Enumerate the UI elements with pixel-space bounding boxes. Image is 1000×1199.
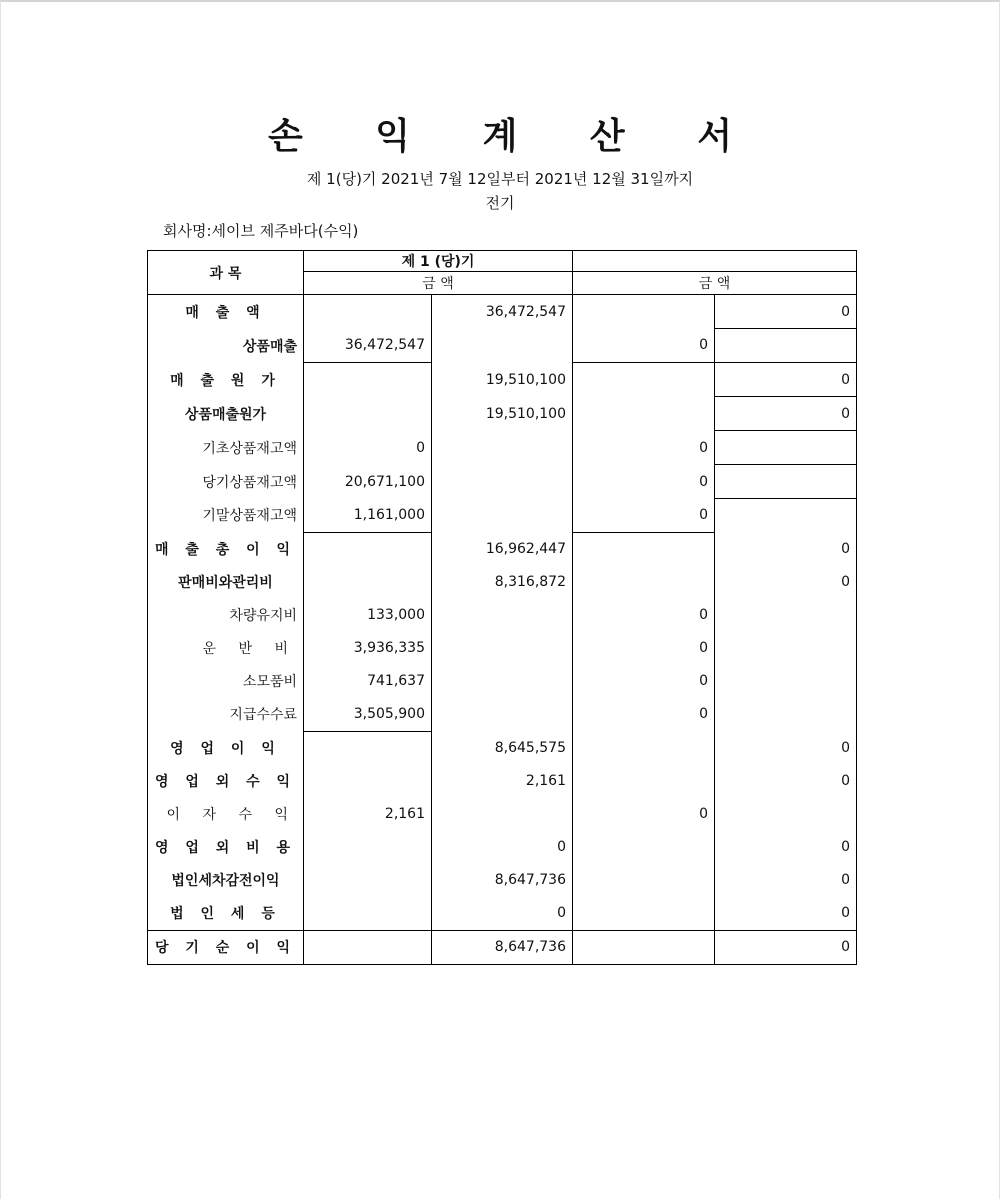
current-total-amount: 8,316,872: [432, 566, 573, 599]
current-total-amount: [432, 599, 573, 632]
account-label: 매 출 총 이 익: [148, 532, 304, 566]
previous-total-amount: [715, 465, 857, 499]
table-row: [148, 864, 857, 897]
current-detail-amount: 741,637: [304, 665, 432, 698]
current-total-amount: [432, 499, 573, 533]
previous-detail-amount: [573, 295, 715, 329]
table-row: [148, 731, 857, 765]
previous-total-amount: 0: [715, 532, 857, 566]
previous-detail-amount: 0: [573, 465, 715, 499]
table-row: [148, 665, 857, 698]
table-row: [148, 499, 857, 533]
current-detail-amount: [304, 566, 432, 599]
previous-detail-amount: 0: [573, 431, 715, 465]
current-detail-amount: 133,000: [304, 599, 432, 632]
current-total-amount: 19,510,100: [432, 363, 573, 397]
previous-detail-amount: [573, 566, 715, 599]
current-total-amount: 0: [432, 831, 573, 864]
previous-detail-amount: [573, 731, 715, 765]
header-current-period: 제 1 (당)기: [304, 251, 573, 272]
previous-detail-amount: 0: [573, 329, 715, 363]
table-row: [148, 363, 857, 397]
previous-total-amount: [715, 665, 857, 698]
account-label: 당 기 순 이 익: [148, 930, 304, 964]
current-total-amount: [432, 465, 573, 499]
current-detail-amount: 3,505,900: [304, 698, 432, 732]
header-amount-previous: 금 액: [573, 272, 857, 295]
previous-detail-amount: 0: [573, 798, 715, 831]
table-row: [148, 431, 857, 465]
previous-total-amount: [715, 431, 857, 465]
table-row: [148, 532, 857, 566]
current-detail-amount: [304, 765, 432, 798]
account-label: 차량유지비: [148, 599, 304, 632]
previous-detail-amount: [573, 864, 715, 897]
current-detail-amount: [304, 864, 432, 897]
current-total-amount: 8,645,575: [432, 731, 573, 765]
header-previous-period: [573, 251, 857, 272]
previous-detail-amount: [573, 363, 715, 397]
account-label: 이 자 수 익: [148, 798, 304, 831]
previous-detail-amount: 0: [573, 599, 715, 632]
previous-total-amount: 0: [715, 765, 857, 798]
current-detail-amount: 36,472,547: [304, 329, 432, 363]
current-detail-amount: [304, 831, 432, 864]
current-detail-amount: [304, 295, 432, 329]
previous-detail-amount: [573, 765, 715, 798]
table-row: [148, 295, 857, 329]
header-row-1: [148, 251, 857, 272]
account-label: 기초상품재고액: [148, 431, 304, 465]
fiscal-period: 제 1(당)기 2021년 7월 12일부터 2021년 12월 31일까지: [306, 170, 694, 188]
previous-total-amount: 0: [715, 397, 857, 431]
table-row: [148, 566, 857, 599]
table-row: [148, 329, 857, 363]
previous-total-amount: 0: [715, 897, 857, 931]
current-detail-amount: [304, 532, 432, 566]
account-label: 상품매출: [148, 329, 304, 363]
current-total-amount: [432, 798, 573, 831]
table-row: [148, 698, 857, 732]
account-label: 판매비와관리비: [148, 566, 304, 599]
previous-total-amount: 0: [715, 295, 857, 329]
previous-total-amount: [715, 499, 857, 533]
current-detail-amount: [304, 397, 432, 431]
previous-total-amount: 0: [715, 864, 857, 897]
account-label: 매 출 원 가: [148, 363, 304, 397]
current-detail-amount: [304, 897, 432, 931]
previous-total-amount: 0: [715, 930, 857, 964]
current-detail-amount: 1,161,000: [304, 499, 432, 533]
previous-total-amount: [715, 329, 857, 363]
account-label: 상품매출원가: [148, 397, 304, 431]
previous-total-amount: 0: [715, 566, 857, 599]
account-label: 법인세차감전이익: [148, 864, 304, 897]
document-title: 손 익 계 산 서: [267, 116, 762, 157]
account-label: 운 반 비: [148, 632, 304, 665]
current-total-amount: 0: [432, 897, 573, 931]
previous-total-amount: 0: [715, 831, 857, 864]
table-row: [148, 397, 857, 431]
previous-total-amount: [715, 798, 857, 831]
current-total-amount: 36,472,547: [432, 295, 573, 329]
account-label: 영 업 외 수 익: [148, 765, 304, 798]
current-detail-amount: 20,671,100: [304, 465, 432, 499]
previous-detail-amount: [573, 930, 715, 964]
current-total-amount: 2,161: [432, 765, 573, 798]
current-detail-amount: [304, 363, 432, 397]
account-label: 법 인 세 등: [148, 897, 304, 931]
previous-total-amount: [715, 632, 857, 665]
current-detail-amount: 2,161: [304, 798, 432, 831]
current-detail-amount: [304, 930, 432, 964]
previous-detail-amount: 0: [573, 665, 715, 698]
table-row: [148, 897, 857, 931]
account-label: 매 출 액: [148, 295, 304, 329]
previous-total-amount: [715, 698, 857, 732]
current-total-amount: 19,510,100: [432, 397, 573, 431]
previous-period-label: 전기: [485, 194, 515, 212]
current-detail-amount: 3,936,335: [304, 632, 432, 665]
income-statement-table: [147, 250, 857, 965]
header-amount-current: 금 액: [304, 272, 573, 295]
previous-detail-amount: 0: [573, 698, 715, 732]
previous-detail-amount: [573, 397, 715, 431]
table-row: [148, 831, 857, 864]
table-row: [148, 599, 857, 632]
current-total-amount: [432, 431, 573, 465]
header-subject: 과 목: [148, 251, 304, 295]
account-label: 영 업 이 익: [148, 731, 304, 765]
current-detail-amount: 0: [304, 431, 432, 465]
table-row: [148, 765, 857, 798]
table-row: [148, 632, 857, 665]
account-label: 영 업 외 비 용: [148, 831, 304, 864]
current-total-amount: 8,647,736: [432, 930, 573, 964]
previous-detail-amount: 0: [573, 632, 715, 665]
table-row: [148, 930, 857, 964]
previous-detail-amount: [573, 831, 715, 864]
previous-total-amount: 0: [715, 731, 857, 765]
previous-detail-amount: [573, 532, 715, 566]
table-row: [148, 798, 857, 831]
current-total-amount: [432, 698, 573, 732]
previous-total-amount: [715, 599, 857, 632]
current-total-amount: 16,962,447: [432, 532, 573, 566]
current-total-amount: [432, 632, 573, 665]
current-total-amount: [432, 665, 573, 698]
company-name: 회사명:세이브 제주바다(수익): [163, 222, 359, 240]
account-label: 기말상품재고액: [148, 499, 304, 533]
table-row: [148, 465, 857, 499]
previous-detail-amount: 0: [573, 499, 715, 533]
account-label: 소모품비: [148, 665, 304, 698]
account-label: 당기상품재고액: [148, 465, 304, 499]
current-total-amount: 8,647,736: [432, 864, 573, 897]
account-label: 지급수수료: [148, 698, 304, 732]
current-detail-amount: [304, 731, 432, 765]
previous-total-amount: 0: [715, 363, 857, 397]
previous-detail-amount: [573, 897, 715, 931]
current-total-amount: [432, 329, 573, 363]
